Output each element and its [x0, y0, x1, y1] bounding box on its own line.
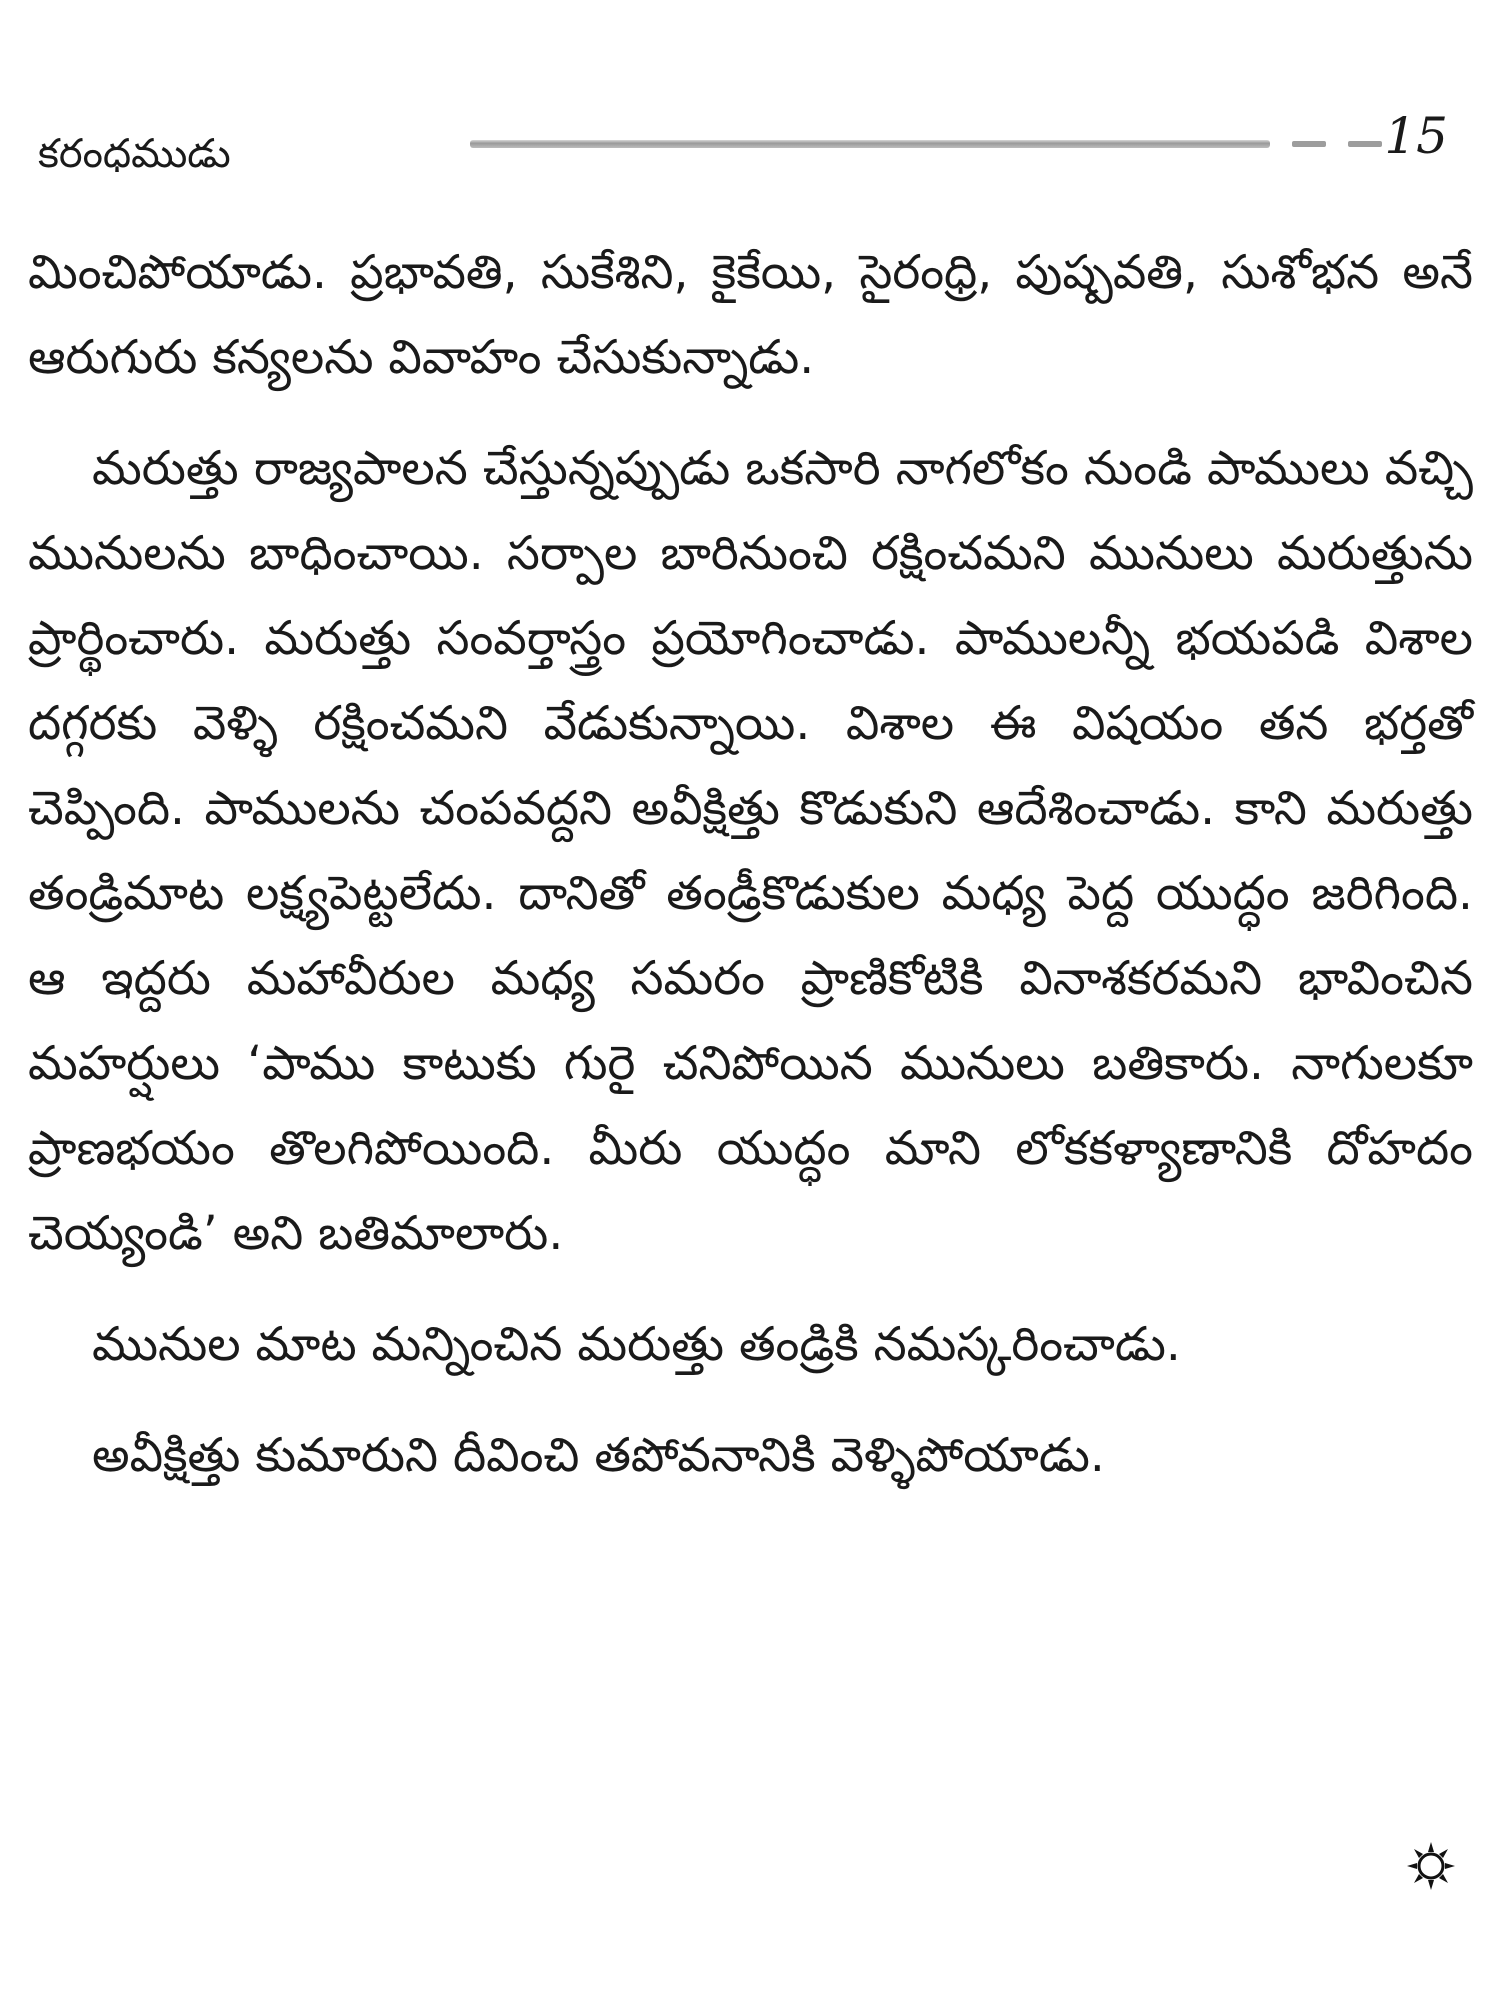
body-text — [28, 230, 1473, 1498]
chapter-title: కరంధముడు — [38, 131, 231, 177]
paragraph-4: అవీక్షిత్తు కుమారుని దీవించి తపోవనానికి వెళ్ళిపోయాడు. — [92, 1428, 1105, 1483]
paragraph-3: మునుల మాట మన్నించిన మరుత్తు తండ్రికి నమస్కరించాడు. — [92, 1317, 1181, 1372]
header-rule-dash — [1292, 141, 1326, 147]
header-rule-dash — [1348, 141, 1382, 147]
running-head — [30, 107, 1470, 182]
paragraph-1: మించిపోయాడు. ప్రభావతి, సుకేశిని, కైకేయి, సైరంధ్రి, పుష్పవతి, సుశోభన అనే ఆరుగురు కన్యలను వివాహం చేసుకున్నాడు. — [28, 245, 1473, 385]
header-rule — [470, 140, 1270, 148]
sun-ornament-icon — [1405, 1840, 1457, 1892]
page-number: 15 — [1384, 107, 1448, 165]
paragraph-2: మరుత్తు రాజ్యపాలన చేస్తున్నప్పుడు ఒకసారి నాగలోకం నుండి పాములు వచ్చి మునులను బాధించాయి. సర్పాల బారినుంచి రక్షించమని మునులు మరుత్తును ప్రార్థించారు. మరుత్తు సంవర్తాస్త్రం ప్రయోగించాడు. పాములన్నీ భయపడి విశాల దగ్గరకు వెళ్ళి రక్షించమని వేడుకున్నాయి. విశాల ఈ విషయం తన భర్తతో చెప్పింది. పాములను చంపవద్దని అవీక్షిత్తు కొడుకుని ఆదేశించాడు. కాని మరుత్తు తండ్రిమాట లక్ష్యపెట్టలేదు. దానితో తండ్రీకొడుకుల మధ్య పెద్ద యుద్ధం జరిగింది. ఆ ఇద్దరు మహావీరుల మధ్య సమరం ప్రాణికోటికి వినాశకరమని భావించిన మహర్షులు ‘పాము కాటుకు గురై చనిపోయిన మునులు బతికారు. నాగులకూ ప్రాణభయం తొలగిపోయింది. మీరు యుద్ధం మాని లోకకళ్యాణానికి దోహదం చెయ్యండి’ అని బతిమాలారు. — [28, 441, 1473, 1261]
